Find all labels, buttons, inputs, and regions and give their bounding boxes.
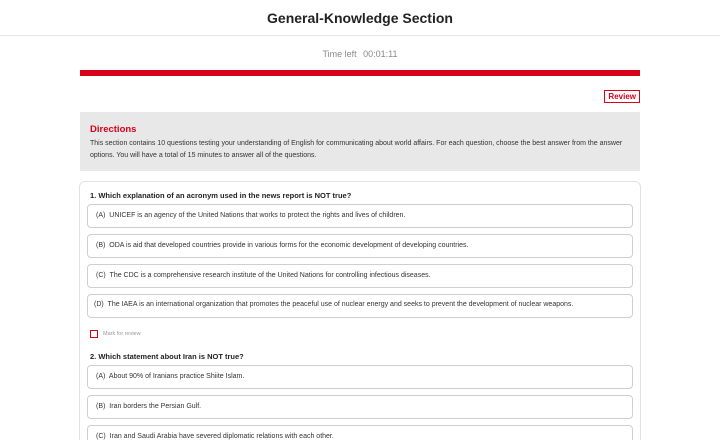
mark-for-review-label: Mark for review: [103, 331, 141, 337]
question-1-title: 1. Which explanation of an acronym used in the news report is NOT true?: [90, 191, 352, 200]
review-button[interactable]: Review: [604, 90, 640, 103]
mark-for-review: [90, 330, 630, 338]
question-1-option-d[interactable]: [87, 294, 633, 318]
option-text: Iran borders the Persian Gulf.: [109, 403, 202, 410]
directions-title: Directions: [90, 124, 137, 135]
question-2-title: 2. Which statement about Iran is NOT true?: [90, 352, 244, 361]
option-label: (A): [96, 373, 106, 380]
option-label: (C): [96, 433, 106, 440]
question-2-option-c[interactable]: [87, 425, 633, 440]
question-2-option-b[interactable]: [87, 395, 633, 419]
option-text: About 90% of Iranians practice Shiite Islam.: [108, 373, 245, 380]
header-bar: [0, 0, 720, 36]
directions-text: This section contains 10 questions testing your understanding of English for communicating about world affairs. For each question, choose the best answer from the answer options. You will have a total of 15 minutes to answer all of the questions.: [90, 140, 623, 159]
questions-container: [79, 181, 641, 440]
page-title: General-Knowledge Section: [267, 9, 453, 26]
question-1-option-b[interactable]: [87, 234, 633, 258]
option-label: (B): [96, 242, 106, 249]
directions-panel: [80, 112, 640, 171]
time-progress-bar: [80, 70, 640, 76]
option-label: (B): [96, 403, 106, 410]
option-text: ODA is aid that developed countries provide in various forms for the economic development of developing countries.: [109, 242, 469, 249]
option-label: (C): [96, 272, 106, 279]
question-2-option-a[interactable]: [87, 365, 633, 389]
option-text: The CDC is a comprehensive research institute of the United Nations for controlling infectious diseases.: [109, 272, 431, 279]
option-label: (D): [94, 301, 104, 308]
timer-label: Time left: [322, 49, 357, 59]
question-1-option-a[interactable]: [87, 204, 633, 228]
question-1-option-c[interactable]: [87, 264, 633, 288]
mark-for-review-checkbox[interactable]: [90, 330, 98, 338]
timer-value: 00:01:11: [363, 49, 398, 59]
timer: [0, 49, 720, 59]
option-text: The IAEA is an international organization that promotes the peaceful use of nuclear energy and seeks to prevent the development of nuclear weapons.: [107, 301, 574, 308]
option-text: UNICEF is an agency of the United Nations that works to protect the rights and lives of children.: [109, 212, 406, 219]
review-row: [80, 90, 640, 103]
option-label: (A): [96, 212, 106, 219]
option-text: Iran and Saudi Arabia have severed diplomatic relations with each other.: [109, 433, 334, 440]
